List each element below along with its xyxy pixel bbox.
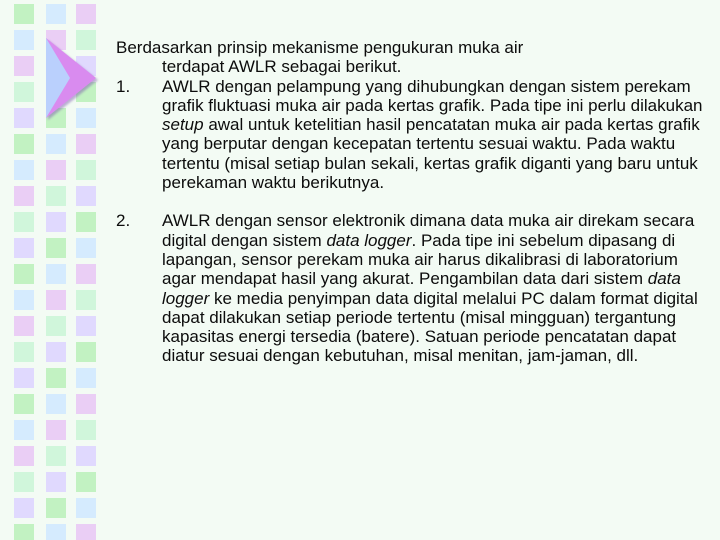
italic-term: data logger xyxy=(162,269,681,308)
italic-term: setup xyxy=(162,115,204,135)
list-item-number: 2. xyxy=(116,211,131,231)
decorative-tile xyxy=(46,472,66,492)
decorative-tile xyxy=(76,498,96,518)
decorative-tile xyxy=(46,134,66,154)
decorative-tile xyxy=(14,368,34,388)
decorative-tile xyxy=(76,4,96,24)
decorative-tile xyxy=(46,238,66,258)
intro-line-2: terdapat AWLR sebagai berikut. xyxy=(162,57,402,77)
decorative-tile xyxy=(14,56,34,76)
decorative-tile xyxy=(46,420,66,440)
decorative-tile xyxy=(14,212,34,232)
intro-paragraph xyxy=(116,38,710,77)
decorative-tile xyxy=(14,238,34,258)
decorative-tile xyxy=(76,264,96,284)
decorative-tile xyxy=(14,186,34,206)
decorative-tile xyxy=(76,420,96,440)
decorative-tile xyxy=(76,134,96,154)
slide-body xyxy=(116,38,710,366)
decorative-tile xyxy=(14,316,34,336)
decorative-tile xyxy=(14,108,34,128)
decorative-tile xyxy=(46,212,66,232)
decorative-tile xyxy=(46,4,66,24)
text-segment: awal untuk ketelitian hasil pencatatan muka air pada kertas grafik yang berputar dengan kecepatan tertentu sesuai waktu. Pada waktu tertentu (misal setiap bulan sekali, kertas grafik diganti yang baru untuk perekaman waktu berikutnya. xyxy=(162,115,700,193)
decorative-tile xyxy=(14,4,34,24)
decorative-tile xyxy=(76,446,96,466)
decorative-tile xyxy=(14,394,34,414)
decorative-tile xyxy=(14,30,34,50)
decorative-tile xyxy=(46,316,66,336)
list-item-2 xyxy=(116,211,710,365)
decorative-tile xyxy=(14,524,34,540)
list-item-number: 1. xyxy=(116,76,131,96)
decorative-tile xyxy=(46,290,66,310)
decorative-tile xyxy=(14,82,34,102)
decorative-tile xyxy=(14,134,34,154)
italic-term: data logger xyxy=(326,230,412,250)
decorative-tile xyxy=(14,160,34,180)
decorative-tile xyxy=(14,446,34,466)
decorative-tile xyxy=(76,394,96,414)
decorative-tile xyxy=(76,524,96,540)
decorative-tile xyxy=(14,472,34,492)
decorative-tile xyxy=(46,394,66,414)
text-segment: AWLR dengan sensor elektronik dimana data muka air direkam secara digital dengan sistem xyxy=(162,211,695,250)
decorative-tile xyxy=(14,342,34,362)
text-segment: AWLR dengan pelampung yang dihubungkan dengan sistem perekam grafik fluktuasi muka air pada kertas grafik. Pada tipe ini perlu dilakukan xyxy=(162,76,703,115)
list-item-text xyxy=(162,211,710,365)
decorative-tile xyxy=(46,524,66,540)
decorative-tile xyxy=(46,342,66,362)
decorative-tile xyxy=(14,290,34,310)
list-item-text xyxy=(162,77,710,193)
text-segment: ke media penyimpan data digital melalui PC dalam format digital dapat dilakukan setiap periode tertentu (misal mingguan) tergantung kapasitas energi tersedia (batere). Satuan periode pencatatan dapat diatur sesuai dengan kebutuhan, misal menitan, jam-jaman, dll. xyxy=(162,288,698,366)
decorative-tile xyxy=(76,160,96,180)
decorative-tile xyxy=(46,498,66,518)
list-item-1 xyxy=(116,77,710,193)
decorative-tile xyxy=(46,446,66,466)
decorative-tile xyxy=(14,420,34,440)
decorative-tile xyxy=(76,212,96,232)
decorative-tile xyxy=(76,342,96,362)
decorative-tile xyxy=(76,316,96,336)
decorative-tile xyxy=(46,186,66,206)
intro-line-1: Berdasarkan prinsip mekanisme pengukuran muka air xyxy=(116,38,524,57)
text-segment: . Pada tipe ini sebelum dipasang di lapangan, sensor perekam muka air harus dikalibrasi di laboratorium agar mendapat hasil yang akurat. Pengambilan data dari sistem xyxy=(162,230,678,289)
decorative-tile xyxy=(46,264,66,284)
decorative-tile xyxy=(76,368,96,388)
decorative-tile xyxy=(76,472,96,492)
decorative-tile xyxy=(46,160,66,180)
decorative-tile xyxy=(14,498,34,518)
decorative-tile xyxy=(14,264,34,284)
triangle-highlight xyxy=(46,38,70,118)
decorative-tile xyxy=(76,290,96,310)
decorative-tile xyxy=(76,186,96,206)
decorative-tile xyxy=(76,238,96,258)
decorative-tile xyxy=(46,368,66,388)
